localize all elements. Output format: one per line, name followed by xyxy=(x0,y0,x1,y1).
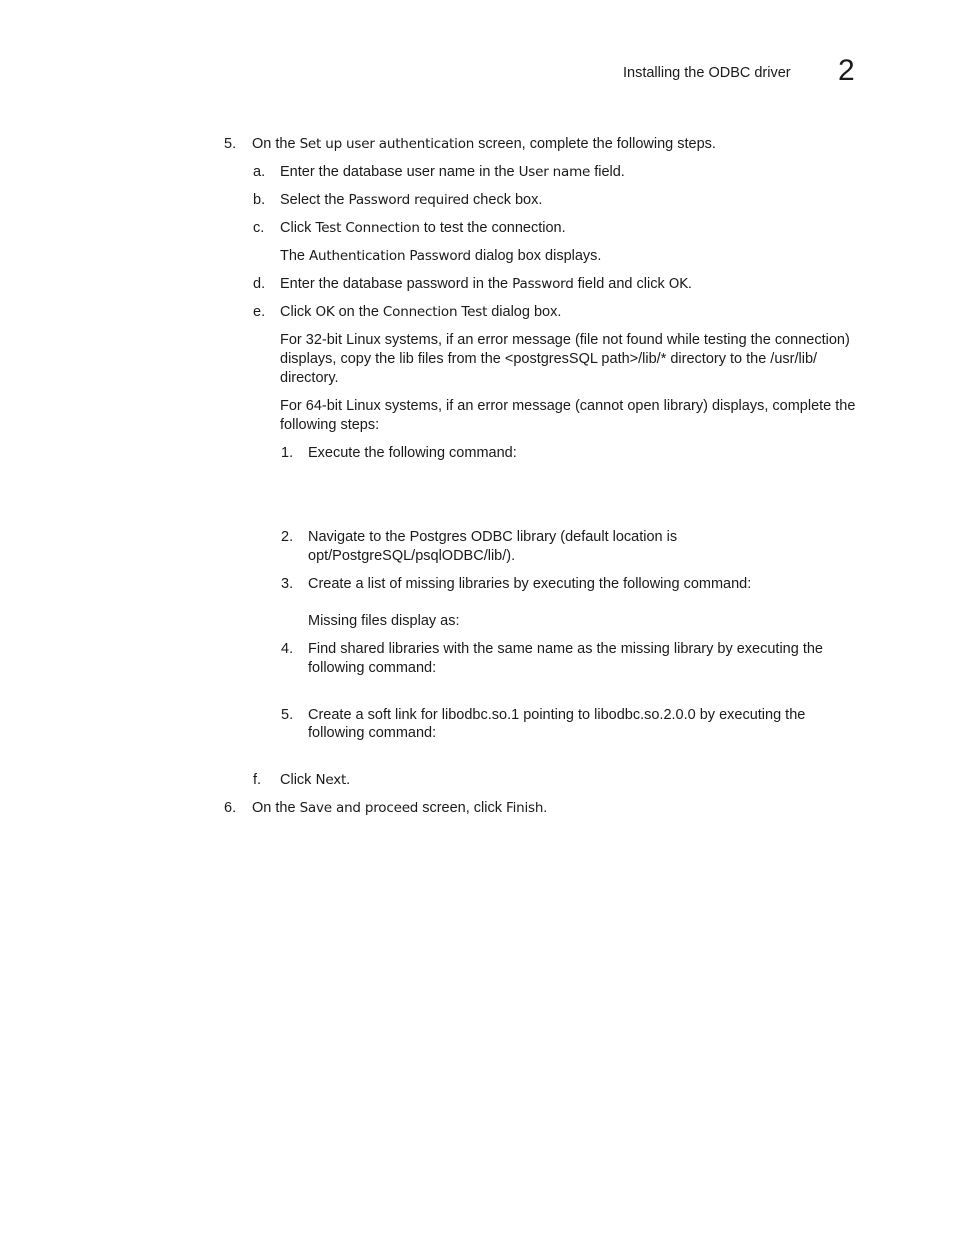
substep-text: Create a list of missing libraries by executing the following command: xyxy=(308,576,752,592)
substep-letter: a. xyxy=(253,164,266,180)
note-32bit-line: directory. xyxy=(280,370,339,386)
substep-text: Enter the database user name in the User name field. xyxy=(280,164,625,180)
substep-text: Click Test Connection to test the connection. xyxy=(280,220,566,236)
substep-text: Execute the following command: xyxy=(308,445,517,461)
section-title: Installing the ODBC driver xyxy=(623,65,791,81)
ui-label: Next xyxy=(315,772,347,788)
note-64bit-line: following steps: xyxy=(280,417,380,433)
ui-label: Connection Test xyxy=(382,304,488,320)
substep-text: Enter the database password in the Password field and click OK. xyxy=(280,276,692,292)
substep-letter: c. xyxy=(253,220,265,236)
ui-label: OK xyxy=(315,304,335,320)
substep-text: Create a soft link for libodbc.so.1 pointing to libodbc.so.2.0.0 by executing the xyxy=(308,707,806,723)
substep-number: 3. xyxy=(281,576,294,592)
chapter-number: 2 xyxy=(838,54,855,87)
ui-label: Password required xyxy=(348,192,470,208)
substep-note: Missing files display as: xyxy=(308,613,460,629)
step-text: On the Save and proceed screen, click Finish. xyxy=(252,800,548,816)
substep-text: Click Next. xyxy=(280,772,351,788)
note-32bit-line: For 32-bit Linux systems, if an error message (file not found while testing the connection) xyxy=(280,332,850,348)
note-32bit-line: displays, copy the lib files from the <postgresSQL path>/lib/* directory to the /usr/lib/ xyxy=(280,351,818,367)
substep-number: 4. xyxy=(281,641,294,657)
substep-text: following command: xyxy=(308,725,437,741)
substep-text: Navigate to the Postgres ODBC library (default location is xyxy=(308,529,678,545)
ui-label: Set up user authentication xyxy=(299,136,475,152)
ui-label: Password xyxy=(512,276,574,292)
ui-label: Finish xyxy=(506,800,544,816)
substep-letter: f. xyxy=(253,772,262,788)
step-text: On the Set up user authentication screen, complete the following steps. xyxy=(252,136,716,152)
substep-text: Select the Password required check box. xyxy=(280,192,543,208)
step-number: 5. xyxy=(224,136,237,152)
substep-letter: d. xyxy=(253,276,266,292)
ui-label: Save and proceed xyxy=(299,800,419,816)
substep-text: opt/PostgreSQL/psqlODBC/lib/). xyxy=(308,548,516,564)
substep-letter: b. xyxy=(253,192,266,208)
step-number: 6. xyxy=(224,800,237,816)
note-64bit-line: For 64-bit Linux systems, if an error message (cannot open library) displays, complete the xyxy=(280,398,856,414)
substep-text: following command: xyxy=(308,660,437,676)
substep-letter: e. xyxy=(253,304,266,320)
substep-number: 5. xyxy=(281,707,294,723)
ui-label: User name xyxy=(518,164,591,180)
substep-number: 2. xyxy=(281,529,294,545)
substep-note: The Authentication Password dialog box displays. xyxy=(280,248,602,264)
ui-label: OK xyxy=(668,276,688,292)
substep-number: 1. xyxy=(281,445,294,461)
ui-label: Test Connection xyxy=(315,220,420,236)
substep-text: Find shared libraries with the same name as the missing library by executing the xyxy=(308,641,823,657)
ui-label: Authentication Password xyxy=(309,248,471,264)
substep-text: Click OK on the Connection Test dialog box. xyxy=(280,304,562,320)
